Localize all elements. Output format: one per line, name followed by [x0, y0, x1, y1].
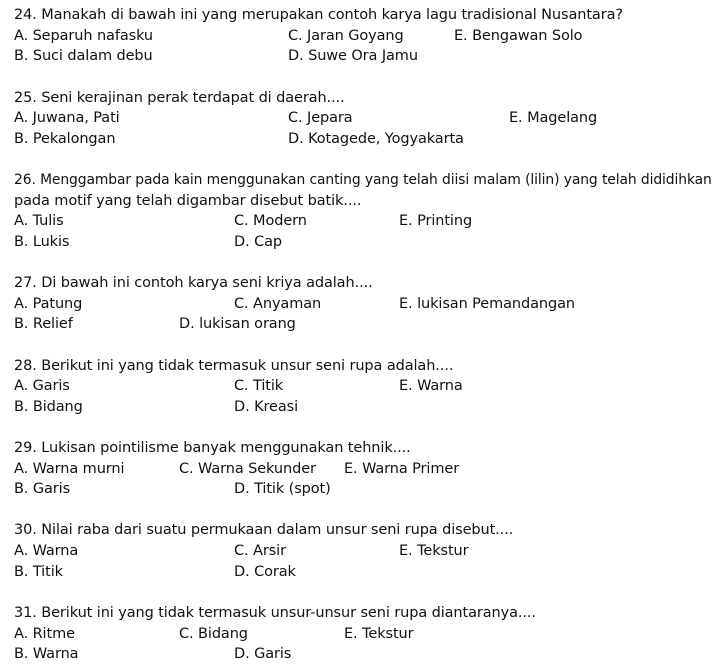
question-26-option-b: B. Lukis [14, 234, 70, 250]
question-25-option-b: B. Pekalongan [14, 131, 116, 147]
question-29-option-e: E. Warna Primer [344, 461, 460, 477]
question-27-option-c: C. Anyaman [234, 296, 322, 312]
question-25-stem: 25. Seni kerajinan perak terdapat di daerah.... [14, 90, 345, 106]
question-30-option-a: A. Warna [14, 543, 79, 559]
question-26-option-e: E. Printing [399, 213, 473, 229]
question-30-option-c: C. Arsir [234, 543, 286, 559]
question-27-option-e: E. lukisan Pemandangan [399, 296, 575, 312]
question-29-option-b: B. Garis [14, 481, 71, 497]
question-26-stem: 26. Menggambar pada kain menggunakan canting yang telah diisi malam (lilin) yang telah dididihkan [14, 172, 712, 188]
question-31-option-e: E. Tekstur [344, 626, 414, 642]
question-26-option-d: D. Cap [234, 234, 282, 250]
question-26-option-a: A. Tulis [14, 213, 64, 229]
question-25-option-c: C. Jepara [288, 110, 353, 126]
question-30-option-d: D. Corak [234, 564, 296, 580]
question-31-option-a: A. Ritme [14, 626, 75, 642]
question-29-stem: 29. Lukisan pointilisme banyak menggunakan tehnik.... [14, 440, 411, 456]
question-30-option-e: E. Tekstur [399, 543, 469, 559]
question-31-option-d: D. Garis [234, 646, 292, 662]
question-24-stem: 24. Manakah di bawah ini yang merupakan contoh karya lagu tradisional Nusantara? [14, 7, 623, 23]
question-25-option-e: E. Magelang [509, 110, 598, 126]
question-27-stem: 27. Di bawah ini contoh karya seni kriya adalah.... [14, 275, 373, 291]
question-24-option-a: A. Separuh nafasku [14, 28, 154, 44]
question-29-option-a: A. Warna murni [14, 461, 125, 477]
question-25-option-a: A. Juwana, Pati [14, 110, 120, 126]
question-25-option-d: D. Kotagede, Yogyakarta [288, 131, 464, 147]
question-27-option-a: A. Patung [14, 296, 83, 312]
question-31-option-b: B. Warna [14, 646, 79, 662]
question-28-option-a: A. Garis [14, 378, 70, 394]
question-26-stem-line2: pada motif yang telah digambar disebut batik.... [14, 193, 362, 209]
question-28-stem: 28. Berikut ini yang tidak termasuk unsur seni rupa adalah.... [14, 358, 454, 374]
question-27-option-b: B. Relief [14, 316, 73, 332]
question-28-option-e: E. Warna [399, 378, 463, 394]
question-28-option-d: D. Kreasi [234, 399, 299, 415]
question-24-option-e: E. Bengawan Solo [454, 28, 583, 44]
question-28-option-c: C. Titik [234, 378, 284, 394]
question-26-option-c: C. Modern [234, 213, 307, 229]
question-24-option-d: D. Suwe Ora Jamu [288, 48, 418, 64]
question-31-stem: 31. Berikut ini yang tidak termasuk unsur-unsur seni rupa diantaranya.... [14, 605, 536, 621]
question-24-option-c: C. Jaran Goyang [288, 28, 404, 44]
question-24-option-b: B. Suci dalam debu [14, 48, 153, 64]
question-30-stem: 30. Nilai raba dari suatu permukaan dalam unsur seni rupa disebut.... [14, 522, 514, 538]
question-28-option-b: B. Bidang [14, 399, 83, 415]
question-31-option-c: C. Bidang [179, 626, 248, 642]
question-27-option-d: D. lukisan orang [179, 316, 296, 332]
question-30-option-b: B. Titik [14, 564, 63, 580]
question-29-option-d: D. Titik (spot) [234, 481, 331, 497]
question-29-option-c: C. Warna Sekunder [179, 461, 316, 477]
